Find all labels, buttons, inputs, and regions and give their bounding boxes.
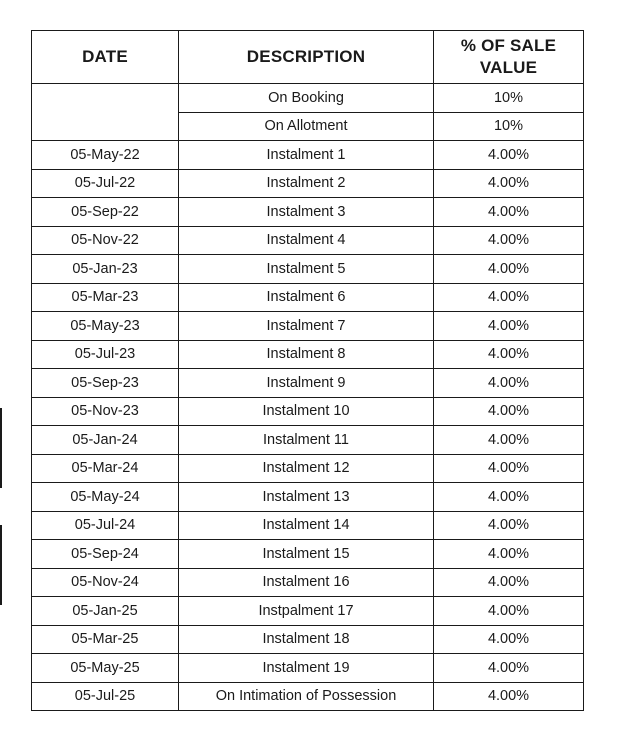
table-row <box>32 340 584 369</box>
date-cell: 05-Nov-22 <box>32 226 179 255</box>
percent-cell: 4.00% <box>434 283 584 312</box>
percent-cell: 4.00% <box>434 255 584 284</box>
percent-cell: 4.00% <box>434 226 584 255</box>
table-row <box>32 568 584 597</box>
table-row <box>32 141 584 170</box>
description-cell: Instalment 18 <box>179 625 434 654</box>
description-cell: On Intimation of Possession <box>179 682 434 711</box>
table-row <box>32 597 584 626</box>
percent-cell: 4.00% <box>434 397 584 426</box>
description-cell: Instalment 16 <box>179 568 434 597</box>
percent-cell: 4.00% <box>434 369 584 398</box>
date-cell: 05-Jan-23 <box>32 255 179 284</box>
table-row <box>32 454 584 483</box>
table-row <box>32 511 584 540</box>
left-edge-line <box>0 525 2 605</box>
table-row <box>32 255 584 284</box>
percent-header-line2: VALUE <box>479 58 538 77</box>
date-cell: 05-Mar-24 <box>32 454 179 483</box>
description-column-header: DESCRIPTION <box>179 31 434 84</box>
description-cell: Instalment 2 <box>179 169 434 198</box>
percent-cell: 4.00% <box>434 141 584 170</box>
date-cell: 05-Mar-23 <box>32 283 179 312</box>
description-cell: Instalment 6 <box>179 283 434 312</box>
description-cell: Instalment 1 <box>179 141 434 170</box>
date-cell: 05-Mar-25 <box>32 625 179 654</box>
percent-cell: 4.00% <box>434 426 584 455</box>
percent-cell: 4.00% <box>434 625 584 654</box>
percent-cell: 10% <box>434 84 584 113</box>
table-row <box>32 654 584 683</box>
date-cell: 05-Sep-23 <box>32 369 179 398</box>
description-cell: Instalment 3 <box>179 198 434 227</box>
description-cell: Instalment 13 <box>179 483 434 512</box>
date-cell: 05-Jul-24 <box>32 511 179 540</box>
percent-cell: 4.00% <box>434 198 584 227</box>
table-row <box>32 483 584 512</box>
date-cell: 05-May-25 <box>32 654 179 683</box>
date-cell: 05-Sep-24 <box>32 540 179 569</box>
description-cell: Instalment 14 <box>179 511 434 540</box>
description-cell: Instalment 15 <box>179 540 434 569</box>
date-column-header: DATE <box>32 31 179 84</box>
percent-cell: 4.00% <box>434 540 584 569</box>
percent-cell: 4.00% <box>434 483 584 512</box>
percent-cell: 4.00% <box>434 511 584 540</box>
percent-cell: 4.00% <box>434 568 584 597</box>
table-row <box>32 540 584 569</box>
table-row <box>32 169 584 198</box>
date-cell: 05-Nov-23 <box>32 397 179 426</box>
table-row <box>32 625 584 654</box>
date-cell: 05-Jan-24 <box>32 426 179 455</box>
percent-cell: 4.00% <box>434 597 584 626</box>
percent-cell: 4.00% <box>434 169 584 198</box>
description-cell: Instalment 9 <box>179 369 434 398</box>
percent-cell: 4.00% <box>434 454 584 483</box>
left-edge-line <box>0 408 2 488</box>
description-cell: Instalment 19 <box>179 654 434 683</box>
date-cell: 05-Jul-25 <box>32 682 179 711</box>
date-cell: 05-May-24 <box>32 483 179 512</box>
description-cell: Instalment 5 <box>179 255 434 284</box>
table-row <box>32 198 584 227</box>
percent-cell: 4.00% <box>434 654 584 683</box>
date-cell: 05-Jan-25 <box>32 597 179 626</box>
description-cell: Instpalment 17 <box>179 597 434 626</box>
table-row <box>32 369 584 398</box>
table-row <box>32 226 584 255</box>
table-row <box>32 283 584 312</box>
payment-schedule-table <box>31 30 584 711</box>
description-cell: On Booking <box>179 84 434 113</box>
table-row <box>32 84 584 113</box>
date-cell <box>32 84 179 141</box>
date-cell: 05-May-22 <box>32 141 179 170</box>
table-row <box>32 312 584 341</box>
description-cell: Instalment 10 <box>179 397 434 426</box>
percent-column-header <box>434 31 584 84</box>
date-cell: 05-Nov-24 <box>32 568 179 597</box>
table-row <box>32 397 584 426</box>
description-cell: Instalment 12 <box>179 454 434 483</box>
table-row <box>32 682 584 711</box>
table-row <box>32 426 584 455</box>
description-cell: Instalment 8 <box>179 340 434 369</box>
description-cell: Instalment 11 <box>179 426 434 455</box>
description-cell: Instalment 4 <box>179 226 434 255</box>
table-body <box>32 84 584 711</box>
percent-cell: 10% <box>434 112 584 141</box>
date-cell: 05-Jul-22 <box>32 169 179 198</box>
date-cell: 05-Jul-23 <box>32 340 179 369</box>
description-cell: Instalment 7 <box>179 312 434 341</box>
percent-header-line1: % OF SALE <box>460 36 557 55</box>
date-cell: 05-May-23 <box>32 312 179 341</box>
percent-cell: 4.00% <box>434 340 584 369</box>
description-cell: On Allotment <box>179 112 434 141</box>
payment-schedule <box>31 30 584 711</box>
percent-cell: 4.00% <box>434 682 584 711</box>
percent-cell: 4.00% <box>434 312 584 341</box>
table-header-row <box>32 31 584 84</box>
date-cell: 05-Sep-22 <box>32 198 179 227</box>
